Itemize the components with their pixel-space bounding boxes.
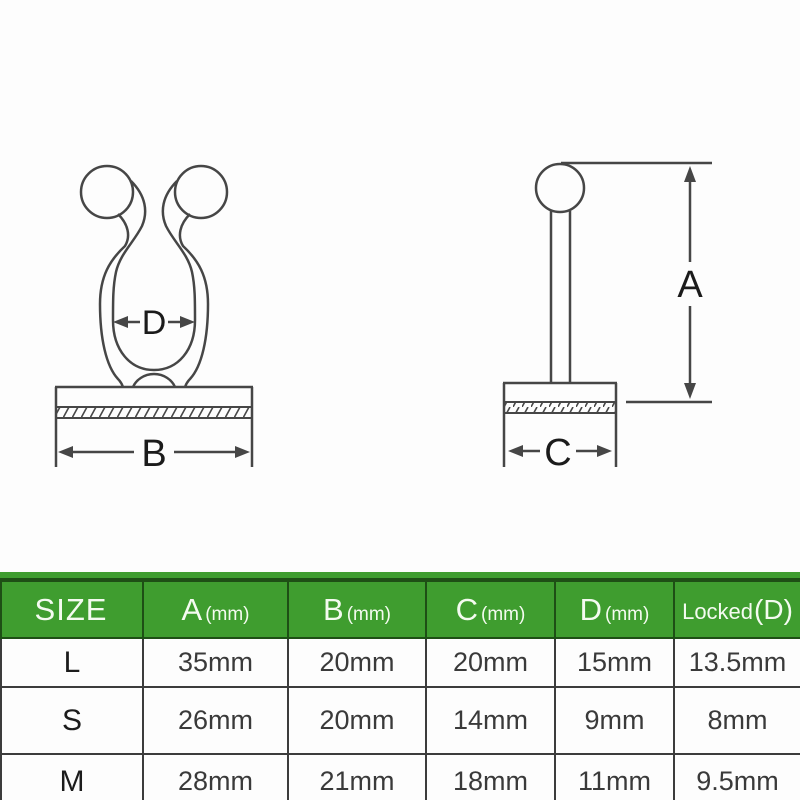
cell-m-d: 11mm <box>555 754 674 800</box>
col-header-size-label: SIZE <box>34 591 108 627</box>
col-header-size <box>1 581 143 638</box>
cell-l-b: 20mm <box>288 638 426 687</box>
col-header-locked-unit: (D) <box>754 593 793 625</box>
cell-s-locked: 8mm <box>674 687 800 754</box>
clip-ball-left <box>81 166 133 218</box>
dim-label-b: B <box>141 433 167 475</box>
cell-s-d: 9mm <box>555 687 674 754</box>
clip-base-scallop <box>133 374 175 387</box>
cell-l-d: 15mm <box>555 638 674 687</box>
size-spec-table <box>0 580 800 800</box>
cell-m-a: 28mm <box>143 754 288 800</box>
clip-ball-side <box>536 164 584 212</box>
col-header-a-label: A <box>181 591 204 627</box>
cell-s-a: 26mm <box>143 687 288 754</box>
adhesive-hatch-side <box>504 402 616 413</box>
col-header-d-label: D <box>579 591 604 627</box>
table-row-size-l <box>1 638 800 687</box>
col-header-c-unit: (mm) <box>481 603 526 625</box>
cell-s-b: 20mm <box>288 687 426 754</box>
size-table <box>0 572 800 800</box>
cell-size-s: S <box>1 687 143 754</box>
col-header-a <box>143 581 288 638</box>
col-header-a-unit: (mm) <box>205 603 250 625</box>
col-header-c-label: C <box>455 591 480 627</box>
front-view-diagram <box>55 166 253 475</box>
cell-l-locked: 13.5mm <box>674 638 800 687</box>
cell-l-c: 20mm <box>426 638 555 687</box>
cell-l-a: 35mm <box>143 638 288 687</box>
col-header-locked-label: Locked <box>682 598 754 624</box>
cell-s-c: 14mm <box>426 687 555 754</box>
clip-ball-right <box>175 166 227 218</box>
cell-m-b: 21mm <box>288 754 426 800</box>
side-view-diagram <box>503 163 712 474</box>
col-header-b <box>288 581 426 638</box>
col-header-locked <box>674 581 800 638</box>
table-row-size-m <box>1 754 800 800</box>
dim-label-c: C <box>544 432 572 474</box>
table-row-size-s <box>1 687 800 754</box>
adhesive-hatch-front <box>56 407 252 418</box>
dim-label-a: A <box>677 264 703 306</box>
cell-m-locked: 9.5mm <box>674 754 800 800</box>
col-header-b-label: B <box>323 591 345 627</box>
cell-size-m: M <box>1 754 143 800</box>
col-header-d-unit: (mm) <box>605 603 650 625</box>
dim-label-d: D <box>141 304 167 342</box>
table-top-strip <box>0 572 800 580</box>
col-header-b-unit: (mm) <box>346 603 391 625</box>
col-header-c <box>426 581 555 638</box>
header-row <box>1 581 800 638</box>
cell-m-c: 18mm <box>426 754 555 800</box>
col-header-d <box>555 581 674 638</box>
cell-size-l: L <box>1 638 143 687</box>
